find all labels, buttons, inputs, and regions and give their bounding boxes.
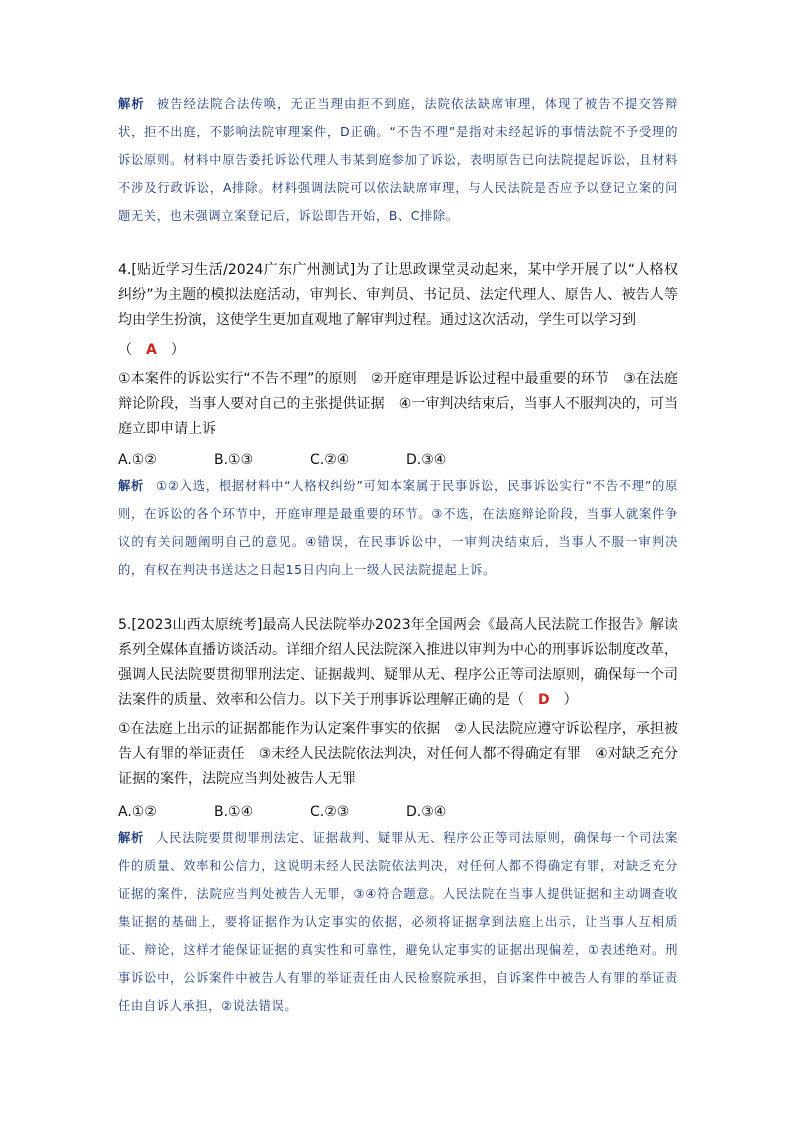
question-4-answer-line	[118, 338, 678, 363]
option-d: D.③④	[406, 804, 447, 820]
explanation-tag: 解析	[118, 831, 145, 845]
option-b: B.①③	[214, 452, 254, 468]
option-b: B.①④	[214, 804, 254, 820]
question-5-options	[118, 800, 678, 824]
option-c: C.②③	[310, 804, 350, 820]
question-4-stem: 4.[贴近学习生活/2024广东广州测试]为了让思政课堂灵动起来，某中学开展了以“人格权纠纷”为主题的模拟法庭活动，审判长、审判员、书记员、法定代理人、原告人、被告人等均由学生扮演，这使学生更加直观地了解审判过程。通过这次活动，学生可以学习到	[118, 262, 678, 328]
explanation-text: 被告经法院合法传唤，无正当理由拒不到庭，法院依法缺席审理，体现了被告不提交答辩状，拒不出庭，不影响法院审理案件，D正确。“不告不理”是指对未经起诉的事情法院不予受理的诉讼原则。材料中原告委托诉讼代理人韦某到庭参加了诉讼，表明原告已向法院提起诉讼，且材料不涉及行政诉讼，A排除。材料强调法院可以依法缺席审理，与人民法院是否应予以登记立案的问题无关，也未强调立案登记后，诉讼即告开始，B、C排除。	[118, 97, 679, 223]
option-a: A.①②	[118, 804, 157, 820]
paren-close: ）	[563, 692, 578, 708]
explanation-text: ①②入选，根据材料中“人格权纠纷”可知本案属于民事诉讼，民事诉讼实行“不告不理”的原则，在诉讼的各个环节中，开庭审理是最重要的环节。③不选，在法庭辩论阶段，当事人就案件争议的有关问题阐明自己的意见。④错误，在民事诉讼中，一审判决结束后，当事人不服一审判决的，有权在判决书送达之日起15日内向上一级人民法院提起上诉。	[118, 479, 678, 577]
answer-text: D	[538, 692, 550, 708]
explanation-q3	[118, 90, 678, 230]
option-d: D.③④	[406, 452, 447, 468]
question-4-options	[118, 448, 678, 472]
paren-close: ）	[170, 342, 185, 358]
question-5-stem	[118, 613, 678, 713]
explanation-q5	[118, 824, 678, 1020]
explanation-tag: 解析	[118, 97, 145, 111]
answer-text: A	[146, 342, 157, 358]
explanation-tag: 解析	[118, 479, 145, 493]
question-5-statements: ①在法庭上出示的证据都能作为认定案件事实的依据 ②人民法院应遵守诉讼程序，承担被告人有罪的举证责任 ③未经人民法院依法判决，对任何人都不得确定有罪 ④对缺乏充分证据的案件，法院应当判处被告人无罪	[118, 721, 678, 787]
explanation-q4	[118, 472, 678, 584]
explanation-text: 人民法院要贯彻罪刑法定、证据裁判、疑罪从无、程序公正等司法原则，确保每一个司法案件的质量、效率和公信力，这说明未经人民法院依法判决，对任何人都不得确定有罪，对缺乏充分证据的案件，法院应当判处被告人无罪，③④符合题意。人民法院在当事人提供证据和主动调查收集证据的基础上，要将证据作为认定事实的依据，必须将证据拿到法庭上出示，让当事人互相质证、辩论，这样才能保证证据的真实性和可靠性，避免认定事实的证据出现偏差，①表述绝对。刑事诉讼中，公诉案件中被告人有罪的举证责任由人民检察院承担，自诉案件中被告人有罪的举证责任由自诉人承担，②说法错误。	[118, 831, 678, 1013]
question-5-stem-text: 5.[2023山西太原统考]最高人民法院举办2023年全国两会《最高人民法院工作报告》解读系列全媒体直播访谈活动。详细介绍人民法院深入推进以审判为中心的刑事诉讼制度改革，强调人民法院要贯彻罪刑法定、证据裁判、疑罪从无、程序公正等司法原则，确保每一个司法案件的质量、效率和公信力。以下关于刑事诉讼理解正确的是（	[118, 617, 678, 708]
option-c: C.②④	[310, 452, 350, 468]
option-a: A.①②	[118, 452, 157, 468]
paren-open: （	[118, 342, 132, 358]
question-4-statements: ①本案件的诉讼实行“不告不理”的原则 ②开庭审理是诉讼过程中最重要的环节 ③在法庭辩论阶段，当事人要对自己的主张提供证据 ④一审判决结束后，当事人不服判决的，可当庭立即申请上诉	[118, 371, 678, 437]
